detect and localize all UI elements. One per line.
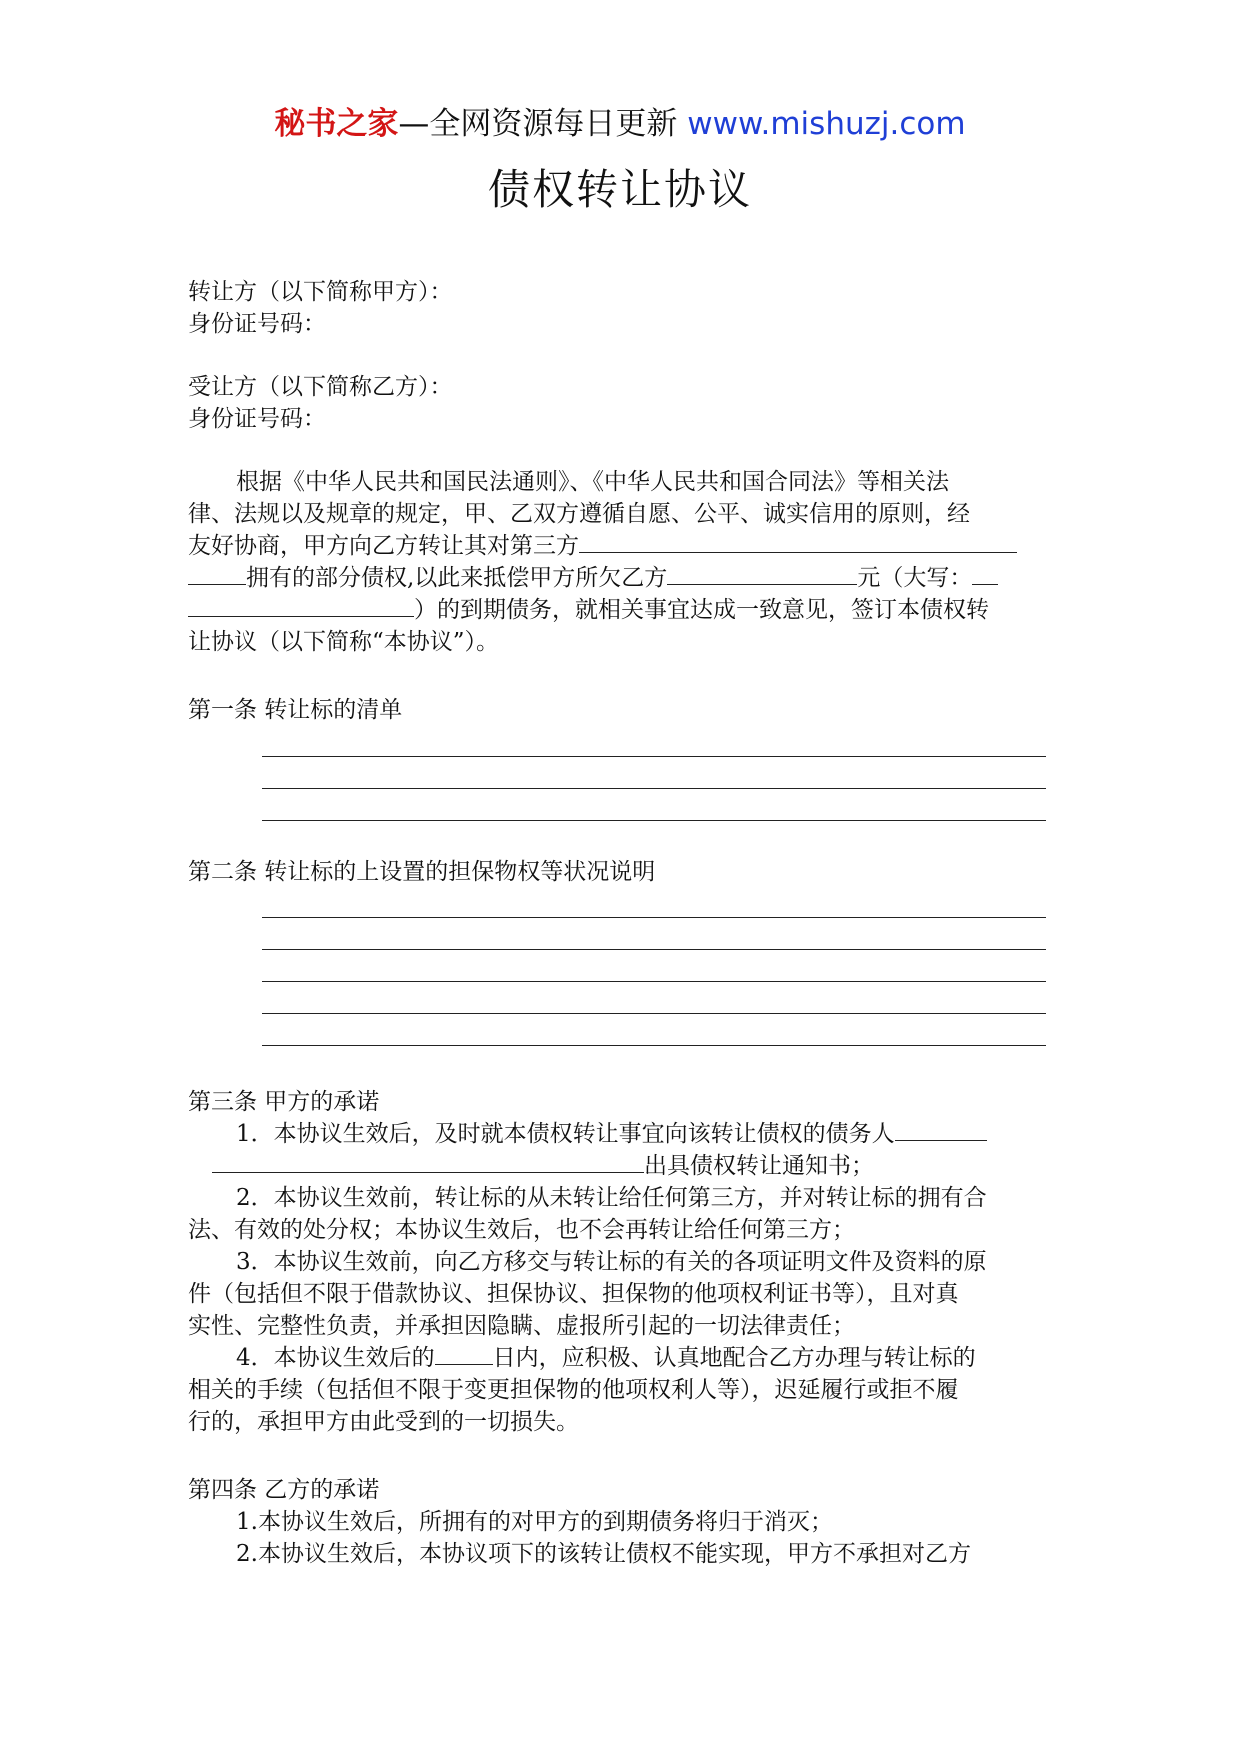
preamble-line-5 <box>188 594 989 627</box>
days-blank[interactable] <box>435 1344 493 1365</box>
article-3-item-4-line-3: 行的，承担甲方由此受到的一切损失。 <box>188 1409 579 1435</box>
party-b-id-label: 身份证号码： <box>188 406 326 432</box>
site-url-link[interactable]: www.mishuzj.com <box>687 106 966 142</box>
article-1-fill-line[interactable] <box>262 756 1046 757</box>
article-3-item-3-line-2: 件（包括但不限于借款协议、担保协议、担保物的他项权利证书等），且对真 <box>188 1281 959 1307</box>
article-2-fill-line[interactable] <box>262 981 1046 982</box>
article-4-heading: 第四条 乙方的承诺 <box>188 1477 380 1503</box>
article-3-item-3-line-3: 实性、完整性负责，并承担因隐瞒、虚报所引起的一切法律责任； <box>188 1313 855 1339</box>
debtor-blank-cont[interactable] <box>212 1152 644 1173</box>
article-2-heading: 第二条 转让标的上设置的担保物权等状况说明 <box>188 859 656 885</box>
article-2-fill-line[interactable] <box>262 1045 1046 1046</box>
article-3-item-1-line-2 <box>212 1150 874 1183</box>
preamble-line-3 <box>188 530 1017 563</box>
preamble-line-5-text: ）的到期债务，就相关事宜达成一致意见，签订本债权转 <box>414 597 989 623</box>
debtor-blank[interactable] <box>895 1120 987 1141</box>
preamble-line-4b: 元（大写： <box>857 565 973 591</box>
article-3-item-2-line-1: 2．本协议生效前，转让标的从未转让给任何第三方，并对转让标的拥有合 <box>236 1185 987 1211</box>
article-3-item-1-text: 1．本协议生效后，及时就本债权转让事宜向该转让债权的债务人 <box>236 1121 895 1147</box>
party-a-label: 转让方（以下简称甲方）： <box>188 279 453 305</box>
site-header <box>0 104 1240 144</box>
amount-capital-blank[interactable] <box>972 564 998 585</box>
party-a-id-label: 身份证号码： <box>188 311 326 337</box>
article-4-item-1: 1.本协议生效后，所拥有的对甲方的到期债务将归于消灭； <box>236 1509 833 1535</box>
article-1-heading: 第一条 转让标的清单 <box>188 697 403 723</box>
article-2-fill-line[interactable] <box>262 949 1046 950</box>
article-2-fill-line[interactable] <box>262 1013 1046 1014</box>
preamble-line-4 <box>188 562 998 595</box>
article-4-item-2: 2.本协议生效后，本协议项下的该转让债权不能实现，甲方不承担对乙方 <box>236 1541 971 1567</box>
preamble-line-2: 律、法规以及规章的规定，甲、乙双方遵循自愿、公平、诚实信用的原则，经 <box>188 501 970 527</box>
party-b-label: 受让方（以下简称乙方）： <box>188 374 453 400</box>
third-party-blank[interactable] <box>579 532 1017 553</box>
preamble-line-4a: 拥有的部分债权,以此来抵偿甲方所欠乙方 <box>246 565 668 591</box>
article-3-item-4-text-a: 4．本协议生效后的 <box>236 1345 435 1371</box>
amount-capital-blank-cont[interactable] <box>188 596 414 617</box>
amount-blank[interactable] <box>667 564 857 585</box>
article-3-item-3-line-1: 3．本协议生效前，向乙方移交与转让标的有关的各项证明文件及资料的原 <box>236 1249 987 1275</box>
slogan: —全网资源每日更新 <box>398 106 678 142</box>
article-3-item-2-line-2: 法、有效的处分权；本协议生效后，也不会再转让给任何第三方； <box>188 1217 855 1243</box>
article-3-item-4-text-b: 日内，应积极、认真地配合乙方办理与转让标的 <box>492 1345 976 1371</box>
article-1-fill-line[interactable] <box>262 820 1046 821</box>
preamble-line-6: 让协议（以下简称“本协议”）。 <box>188 629 500 655</box>
article-3-item-4-line-1 <box>236 1342 976 1375</box>
article-3-item-4-line-2: 相关的手续（包括但不限于变更担保物的他项权利人等），迟延履行或拒不履 <box>188 1377 959 1403</box>
third-party-blank-cont[interactable] <box>188 564 246 585</box>
preamble-line-1: 根据《中华人民共和国民法通则》、《中华人民共和国合同法》等相关法 <box>236 469 949 495</box>
document-title: 债权转让协议 <box>487 165 752 214</box>
article-1-fill-line[interactable] <box>262 788 1046 789</box>
article-3-heading: 第三条 甲方的承诺 <box>188 1089 380 1115</box>
preamble-line-3-text: 友好协商，甲方向乙方转让其对第三方 <box>188 533 579 559</box>
article-3-item-1-line-1 <box>236 1118 987 1151</box>
article-3-item-1-text-2: 出具债权转让通知书； <box>644 1153 874 1179</box>
article-2-fill-line[interactable] <box>262 917 1046 918</box>
brand-name: 秘书之家 <box>274 106 399 142</box>
